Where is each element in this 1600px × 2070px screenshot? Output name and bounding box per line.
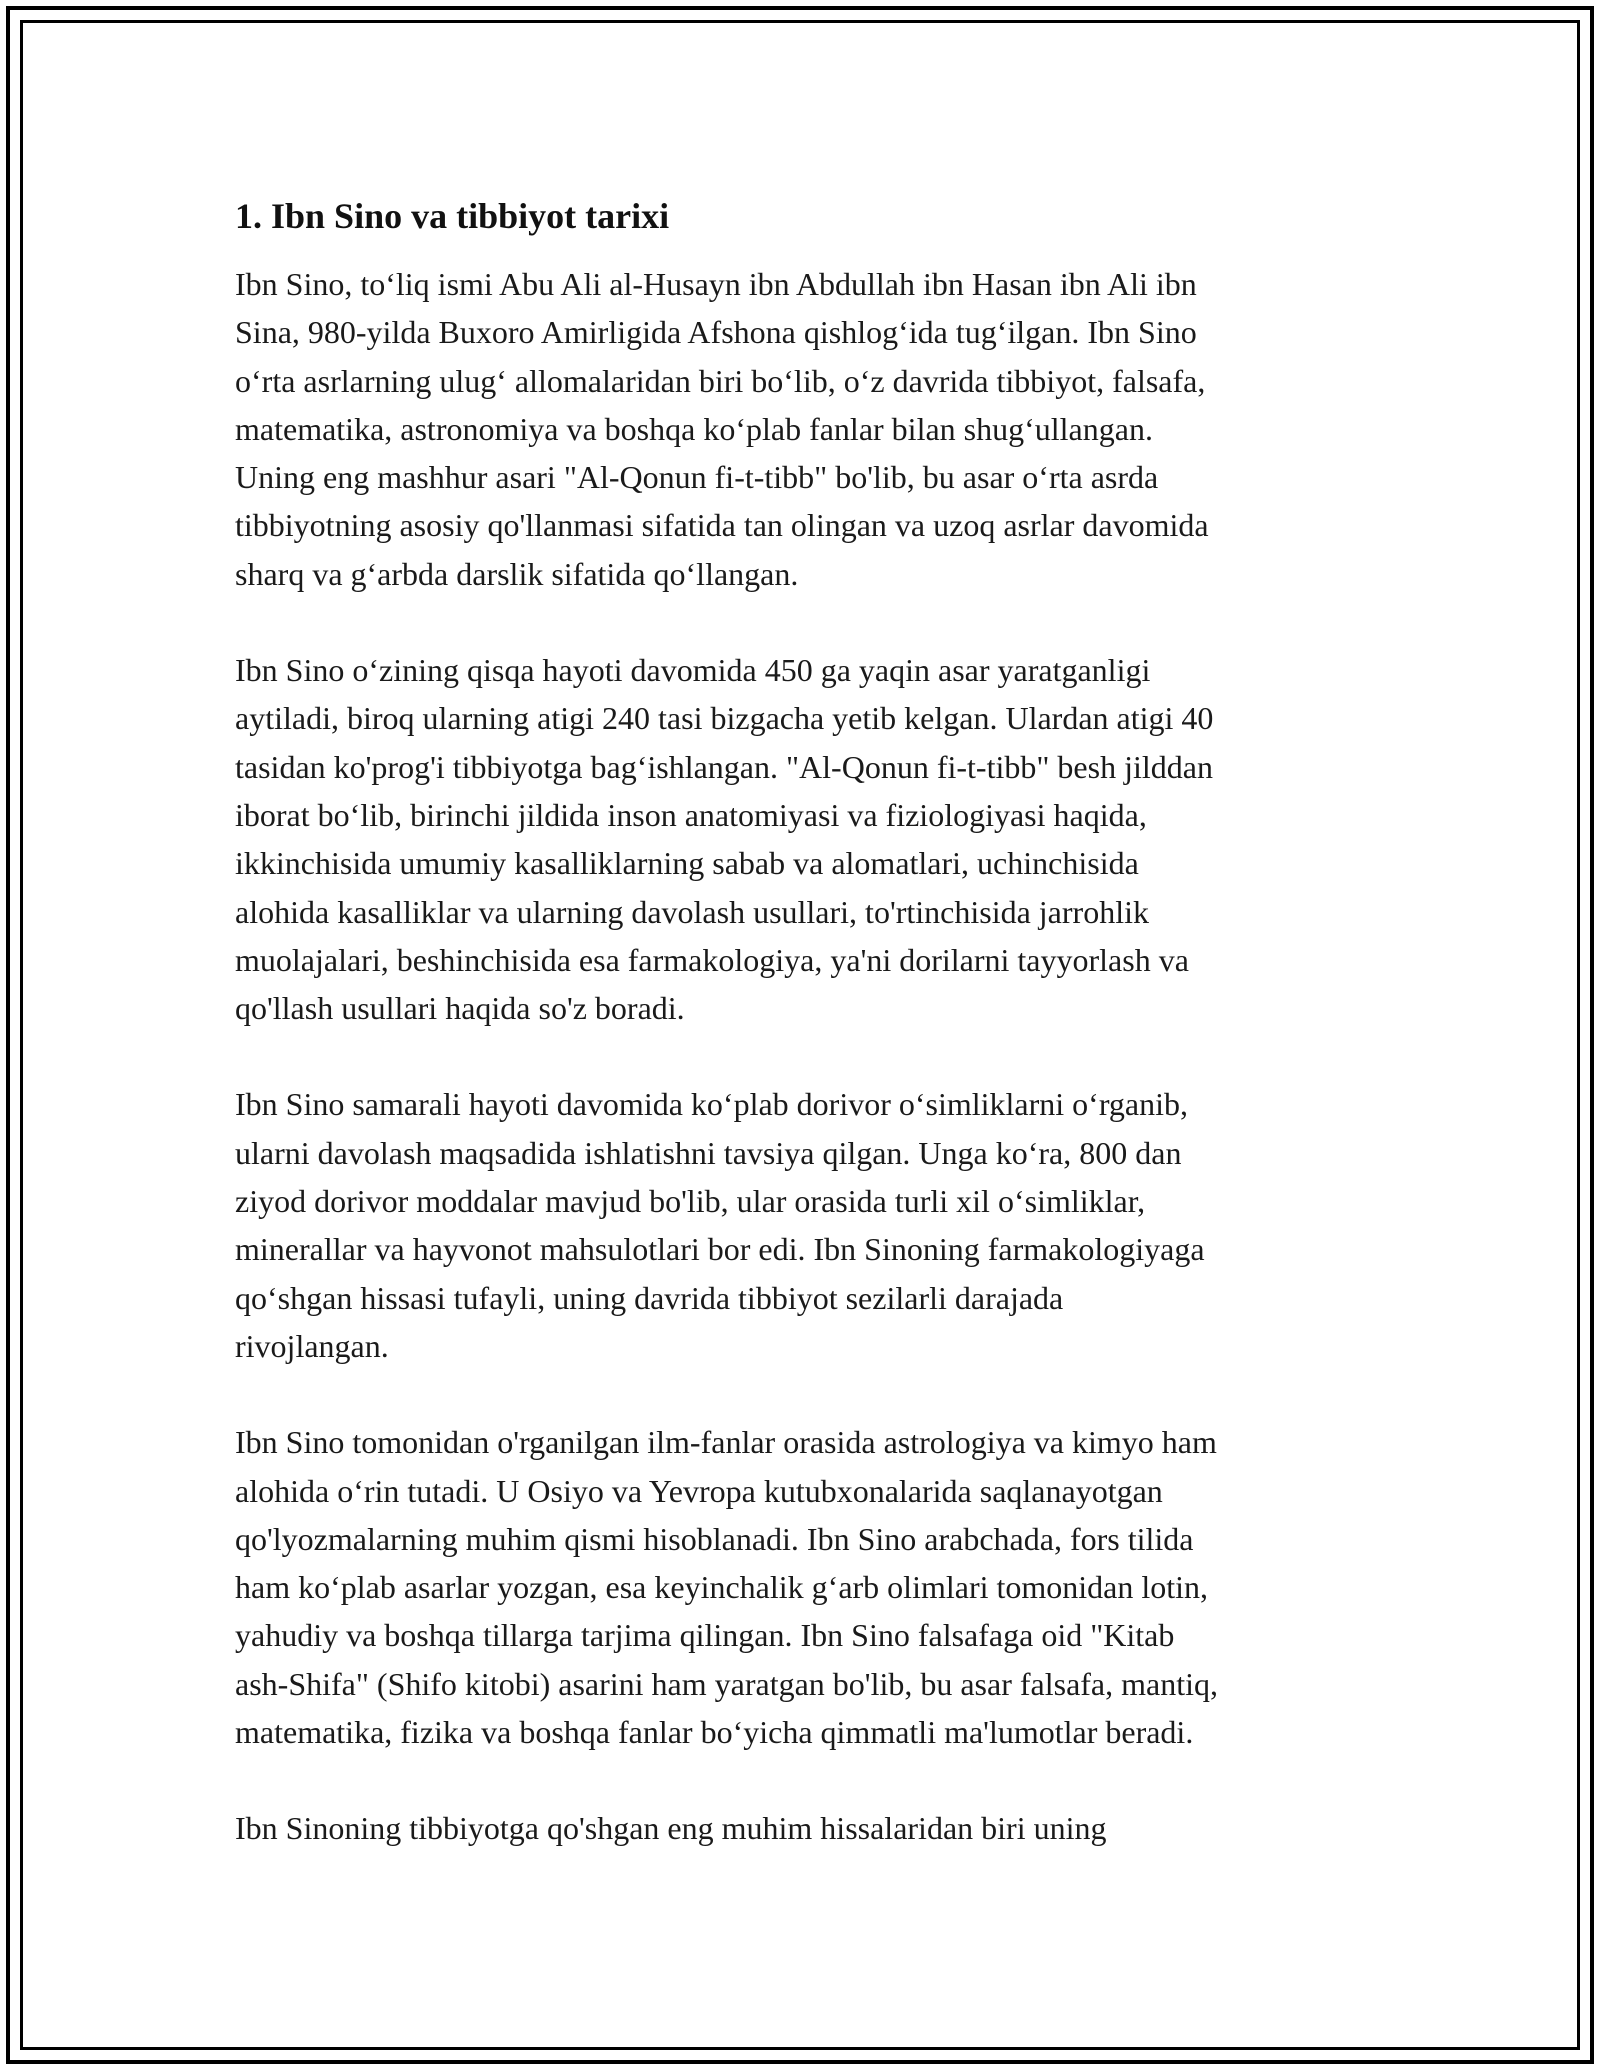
paragraph-2 [235,646,1375,1032]
paragraph-3 [235,1080,1375,1370]
paragraph-line: Ibn Sino o‘zining qisqa hayoti davomida 450 ga yaqin asar yaratganligi [235,652,1151,689]
paragraph-line: ash-Shifa" (Shifo kitobi) asarini ham yaratgan bo'lib, bu asar falsafa, mantiq, [235,1665,1218,1702]
section-heading: 1. Ibn Sino va tibbiyot tarixi [235,196,670,236]
paragraph-line: iborat bo‘lib, birinchi jildida inson anatomiyasi va fiziologiyasi haqida, [235,796,1147,833]
paragraph-line: ham ko‘plab asarlar yozgan, esa keyinchalik g‘arb olimlari tomonidan lotin, [235,1569,1209,1606]
paragraph-line: qo'llash usullari haqida so'z boradi. [235,990,685,1027]
paragraph-5 [235,1804,1375,1852]
paragraph-line: qo'lyozmalarning muhim qismi hisoblanadi. Ibn Sino arabchada, fors tilida [235,1520,1194,1557]
paragraph-1 [235,260,1375,598]
document-body [235,186,1375,1901]
paragraph-line: qo‘shgan hissasi tufayli, uning davrida tibbiyot sezilarli darajada [235,1279,1064,1316]
paragraph-line: Sina, 980-yilda Buxoro Amirligida Afshona qishlog‘ida tug‘ilgan. Ibn Sino [235,314,1197,351]
paragraph-line: o‘rta asrlarning ulug‘ allomalaridan biri bo‘lib, o‘z davrida tibbiyot, falsafa, [235,362,1206,399]
paragraph-line: ziyod dorivor moddalar mavjud bo'lib, ular orasida turli xil o‘simliklar, [235,1183,1146,1220]
paragraph-line: alohida o‘rin tutadi. U Osiyo va Yevropa kutubxonalarida saqlanayotgan [235,1472,1163,1509]
paragraph-line: sharq va g‘arbda darslik sifatida qo‘llangan. [235,555,799,592]
paragraph-line: ikkinchisida umumiy kasalliklarning sabab va alomatlari, uchinchisida [235,845,1139,882]
paragraph-line: tasidan ko'prog'i tibbiyotga bag‘ishlangan. "Al-Qonun fi-t-tibb" besh jilddan [235,748,1213,785]
paragraph-line: matematika, astronomiya va boshqa ko‘plab fanlar bilan shug‘ullangan. [235,410,1153,447]
paragraph-line: aytiladi, biroq ularning atigi 240 tasi bizgacha yetib kelgan. Ulardan atigi 40 [235,700,1214,737]
paragraph-line: Ibn Sino, to‘liq ismi Abu Ali al-Husayn ibn Abdullah ibn Hasan ibn Ali ibn [235,266,1197,302]
paragraph-line: Uning eng mashhur asari "Al-Qonun fi-t-tibb" bo'lib, bu asar o‘rta asrda [235,459,1159,496]
paragraph-line: ularni davolash maqsadida ishlatishni tavsiya qilgan. Unga ko‘ra, 800 dan [235,1134,1182,1171]
paragraph-line: Ibn Sino tomonidan o'rganilgan ilm-fanlar orasida astrologiya va kimyo ham [235,1424,1217,1461]
paragraph-line: muolajalari, beshinchisida esa farmakologiya, ya'ni dorilarni tayyorlash va [235,941,1189,978]
paragraph-line: Ibn Sino samarali hayoti davomida ko‘plab dorivor o‘simliklarni o‘rganib, [235,1086,1188,1123]
paragraph-line: matematika, fizika va boshqa fanlar bo‘yicha qimmatli ma'lumotlar beradi. [235,1714,1194,1751]
paragraph-line: minerallar va hayvonot mahsulotlari bor edi. Ibn Sinoning farmakologiyaga [235,1231,1205,1268]
paragraph-line: Ibn Sinoning tibbiyotga qo'shgan eng muhim hissalaridan biri uning [235,1810,1107,1847]
paragraph-line: alohida kasalliklar va ularning davolash usullari, to'rtinchisida jarrohlik [235,893,1149,930]
paragraph-line: tibbiyotning asosiy qo'llanmasi sifatida tan olingan va uzoq asrlar davomida [235,507,1209,544]
paragraph-line: rivojlangan. [235,1327,389,1364]
paragraph-line: yahudiy va boshqa tillarga tarjima qilingan. Ibn Sino falsafaga oid "Kitab [235,1617,1175,1654]
paragraph-4 [235,1418,1375,1756]
